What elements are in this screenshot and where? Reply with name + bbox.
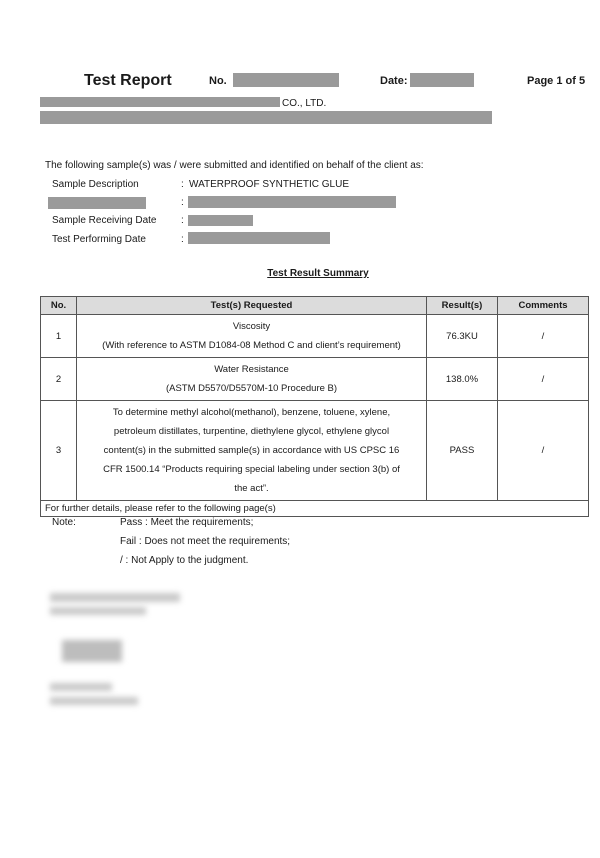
col-header-no: No.: [41, 297, 77, 315]
table-footnote: For further details, please refer to the following page(s): [41, 501, 589, 517]
table-header-row: [41, 297, 589, 315]
report-date-label: Date:: [380, 75, 408, 87]
redacted-receiving-date: [188, 215, 253, 226]
test-requested: [77, 358, 427, 401]
test-line: CFR 1500.14 “Products requiring special labeling under section 3(b) of: [103, 464, 400, 475]
row-number: 1: [41, 315, 77, 358]
test-line: To determine methyl alcohol(methanol), benzene, toluene, xylene,: [112, 407, 391, 418]
table-footnote-row: [41, 501, 589, 517]
redacted-report-date: [410, 73, 474, 87]
sample-description-value: WATERPROOF SYNTHETIC GLUE: [189, 179, 350, 190]
col-header-result: Result(s): [427, 297, 498, 315]
result-value: 138.0%: [427, 358, 498, 401]
redacted-report-number: [233, 73, 339, 87]
note-line-pass: Pass : Meet the requirements;: [120, 517, 254, 528]
table-row: [41, 401, 589, 501]
sample-description-label: Sample Description: [52, 179, 139, 190]
report-title: Test Report: [84, 72, 172, 89]
test-performing-date-label: Test Performing Date: [52, 234, 146, 245]
result-value: 76.3KU: [427, 315, 498, 358]
comment-value: /: [498, 358, 589, 401]
test-line: the act”.: [234, 483, 269, 494]
result-value: PASS: [427, 401, 498, 501]
results-table: [40, 296, 589, 517]
col-header-comments: Comments: [498, 297, 589, 315]
report-number-label: No.: [209, 75, 227, 87]
page-indicator: Page 1 of 5: [527, 75, 586, 87]
test-line: Water Resistance: [214, 364, 289, 375]
redacted-info-label: [48, 197, 146, 209]
row-number: 2: [41, 358, 77, 401]
test-line: (With reference to ASTM D1084-08 Method C and client’s requirement): [102, 340, 401, 351]
test-requested: [77, 401, 427, 501]
redacted-client-name: [40, 97, 280, 107]
test-line: content(s) in the submitted sample(s) in accordance with US CPSC 16: [103, 445, 400, 456]
col-header-test: Test(s) Requested: [77, 297, 427, 315]
info-colon: :: [181, 234, 184, 245]
summary-title: Test Result Summary: [267, 268, 369, 279]
info-colon: :: [181, 215, 184, 226]
redacted-client-address: [40, 111, 492, 124]
blurred-signatory-name: [50, 683, 112, 691]
test-line: Viscosity: [232, 321, 271, 332]
comment-value: /: [498, 315, 589, 358]
table-row: [41, 358, 589, 401]
sample-receiving-date-label: Sample Receiving Date: [52, 215, 157, 226]
note-line-not-apply: / : Not Apply to the judgment.: [120, 555, 249, 566]
redacted-performing-date: [188, 232, 330, 244]
intro-text: The following sample(s) was / were submitted and identified on behalf of the client as:: [45, 160, 424, 171]
client-name-suffix: CO., LTD.: [282, 98, 327, 109]
blurred-signatory-title: [50, 697, 138, 705]
comment-value: /: [498, 401, 589, 501]
note-line-fail: Fail : Does not meet the requirements;: [120, 536, 291, 547]
blurred-signatory-text: [50, 593, 180, 602]
table-row: [41, 315, 589, 358]
info-colon: :: [181, 197, 184, 208]
test-line: petroleum distillates, turpentine, diethylene glycol, ethylene glycol: [113, 426, 390, 437]
row-number: 3: [41, 401, 77, 501]
test-requested: [77, 315, 427, 358]
info-colon: :: [181, 179, 184, 190]
test-line: (ASTM D5570/D5570M-10 Procedure B): [165, 383, 338, 394]
redacted-info-value: [188, 196, 396, 208]
blurred-signatory-text: [50, 607, 146, 615]
blurred-signature: [62, 640, 122, 662]
note-label: Note:: [52, 517, 76, 528]
